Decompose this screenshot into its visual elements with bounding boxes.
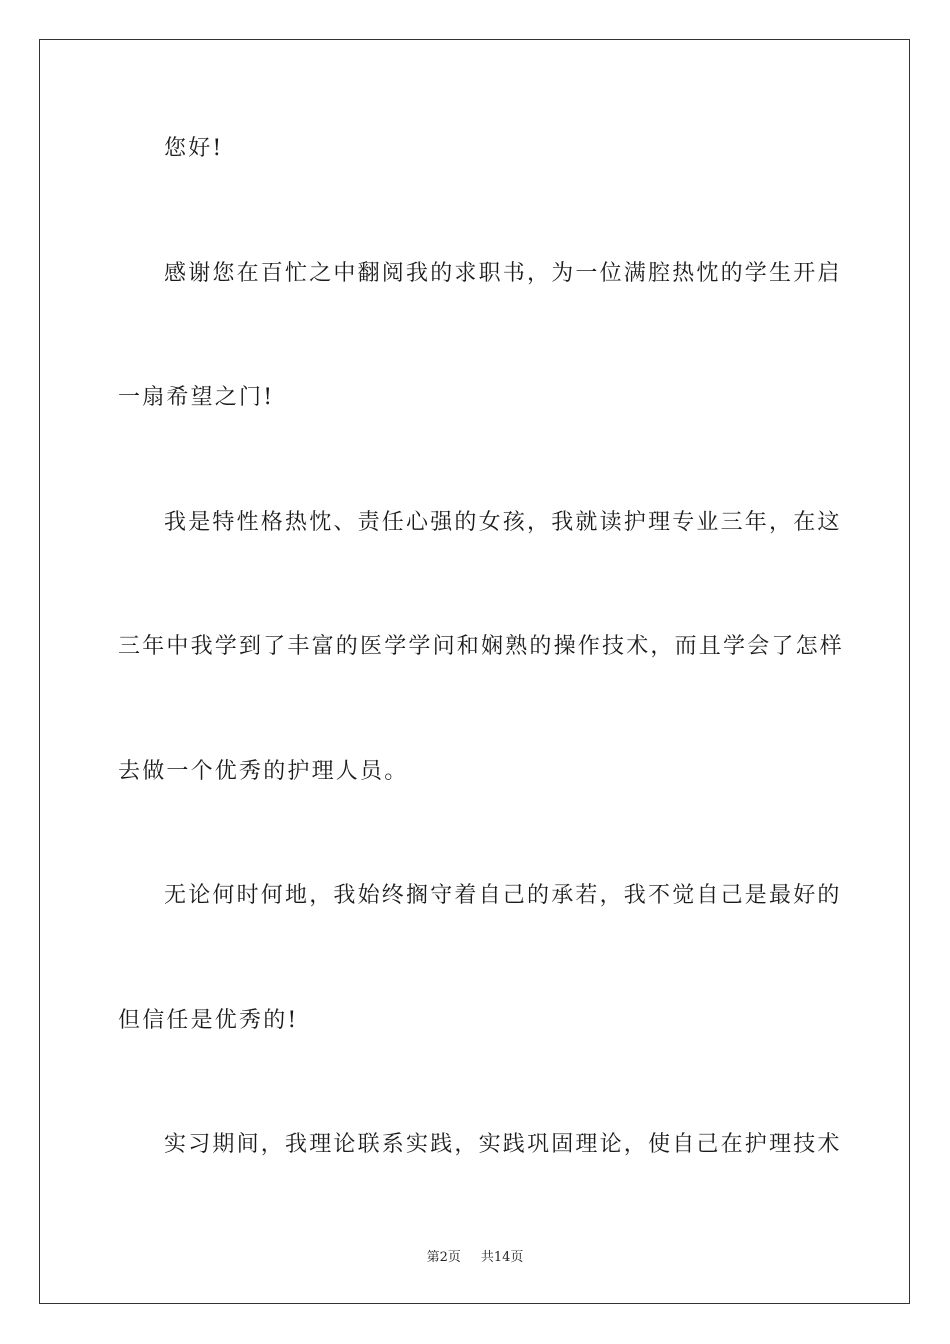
body-line-1: 感谢您在百忙之中翻阅我的求职书，为一位满腔热忱的学生开启 <box>164 261 842 286</box>
body-line-6: 无论何时何地，我始终搁守着自己的承若，我不觉自己是最好的 <box>164 883 842 908</box>
body-line-7: 但信任是优秀的! <box>118 1008 299 1033</box>
body-line-3: 我是特性格热忱、责任心强的女孩，我就读护理专业三年，在这 <box>164 510 842 535</box>
page-footer <box>0 1249 950 1267</box>
body-line-2: 一扇希望之门! <box>118 385 275 410</box>
body-line-8: 实习期间，我理论联系实践，实践巩固理论，使自己在护理技术 <box>164 1132 842 1157</box>
page-number: 第2页 <box>426 1250 461 1265</box>
total-pages: 共14页 <box>480 1250 524 1265</box>
greeting-line: 您好! <box>164 136 224 161</box>
body-line-5: 去做一个优秀的护理人员。 <box>118 759 409 784</box>
body-line-4: 三年中我学到了丰富的医学学问和娴熟的操作技术，而且学会了怎样 <box>118 634 845 659</box>
page-border <box>39 39 910 1304</box>
